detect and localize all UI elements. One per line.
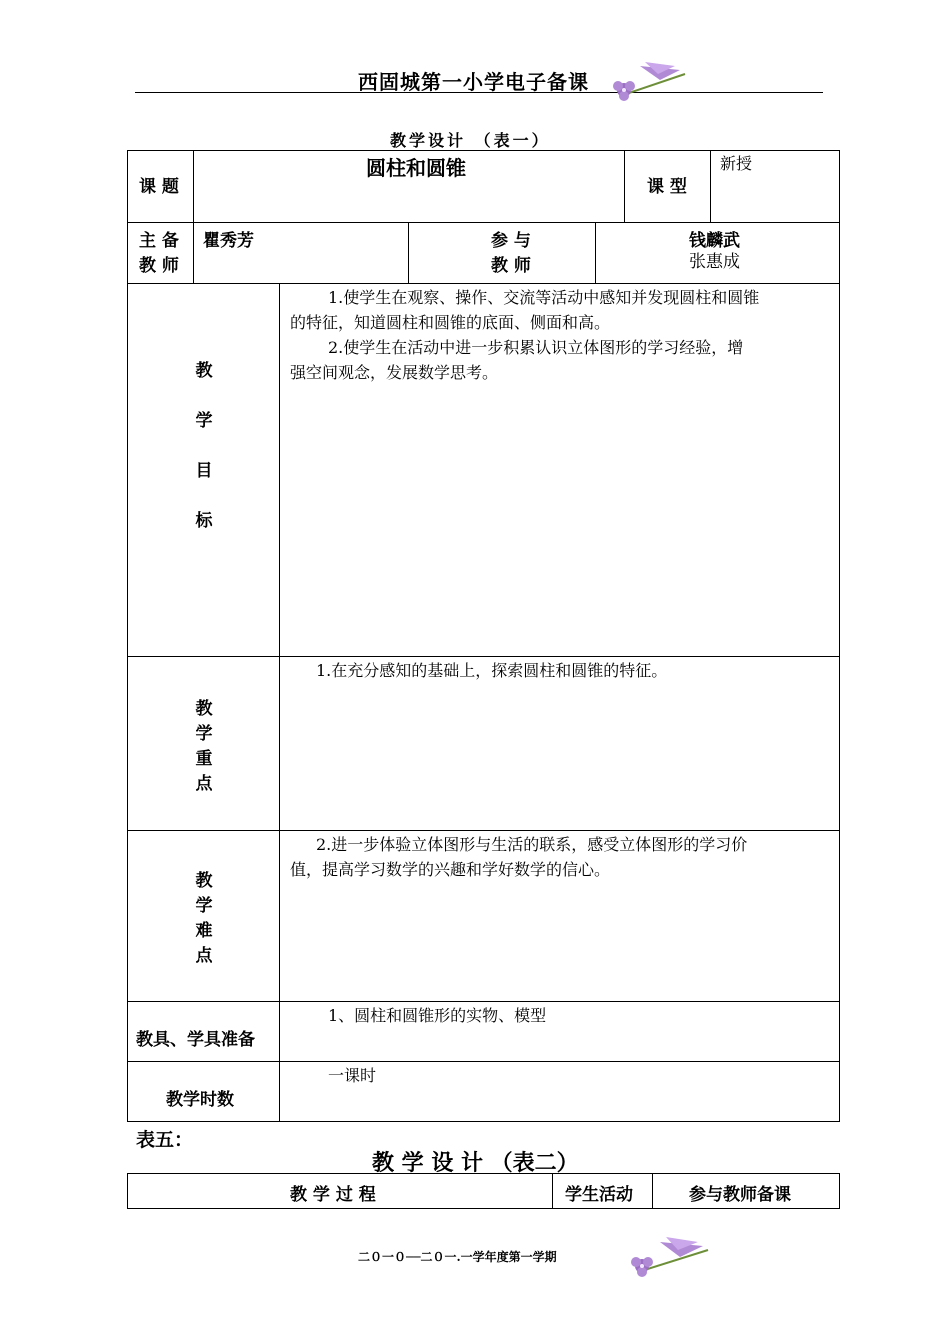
row-divider <box>127 1061 840 1062</box>
objectives-line: 的特征，知道圆柱和圆锥的底面、侧面和高。 <box>290 313 611 332</box>
type-value: 新授 <box>720 154 753 173</box>
col-divider <box>279 283 280 1122</box>
difficulty-line: 值，提高学习数学的兴趣和学好数学的信心。 <box>290 860 611 879</box>
row-divider <box>127 222 840 223</box>
hours-label: 教学时数 <box>166 1090 234 1110</box>
key-label-char: 点 <box>195 774 213 794</box>
col-divider <box>408 222 409 283</box>
topic-value: 圆柱和圆锥 <box>366 156 466 180</box>
row-divider <box>127 656 840 657</box>
main-teacher-value: 瞿秀芳 <box>203 231 254 251</box>
col-divider <box>595 222 596 283</box>
key-label-char: 教 <box>195 699 213 719</box>
key-text: 1.在充分感知的基础上，探索圆柱和圆锥的特征。 <box>316 661 668 680</box>
col-divider <box>710 150 711 222</box>
objectives-label-char: 教 <box>195 361 213 381</box>
difficulty-label-char: 教 <box>195 871 213 891</box>
table2-col-process: 教 学 过 程 <box>290 1185 376 1205</box>
col-divider <box>552 1173 553 1209</box>
participant-label-line1: 参 与 <box>491 231 531 251</box>
row-divider <box>127 830 840 831</box>
key-label-char: 学 <box>195 724 213 744</box>
footer-text: 二０一０──二０一.一学年度第一学期 <box>358 1250 557 1264</box>
participant-value-2: 张惠成 <box>689 252 740 272</box>
page-header-title: 西固城第一小学电子备课 <box>358 70 589 94</box>
difficulty-label-char: 点 <box>195 946 213 966</box>
table2-caption: 教 学 设 计 （表二） <box>372 1150 579 1176</box>
flower-decoration-icon <box>618 1232 713 1278</box>
objectives-label-char: 标 <box>195 511 213 531</box>
main-teacher-label-line2: 教 师 <box>139 256 179 276</box>
difficulty-label-char: 难 <box>195 921 213 941</box>
objectives-line: 强空间观念，发展数学思考。 <box>290 363 499 382</box>
objectives-line: 2.使学生在活动中进一步积累认识立体图形的学习经验，增 <box>328 338 744 357</box>
difficulty-line: 2.进一步体验立体图形与生活的联系，感受立体图形的学习价 <box>316 835 748 854</box>
flower-decoration-icon <box>600 56 690 102</box>
col-divider <box>193 150 194 283</box>
type-label: 课 型 <box>647 177 687 197</box>
objectives-label-char: 学 <box>195 411 213 431</box>
key-label-char: 重 <box>195 749 213 769</box>
main-teacher-label-line1: 主 备 <box>139 231 179 251</box>
row-divider <box>127 1001 840 1002</box>
col-divider <box>624 150 625 222</box>
row-divider <box>127 283 840 284</box>
participant-label-line2: 教 师 <box>491 256 531 276</box>
objectives-line: 1.使学生在观察、操作、交流等活动中感知并发现圆柱和圆锥 <box>328 288 760 307</box>
table2-col-student: 学生活动 <box>565 1185 633 1205</box>
tools-label: 教具、学具准备 <box>136 1030 255 1050</box>
col-divider <box>652 1173 653 1209</box>
difficulty-label-char: 学 <box>195 896 213 916</box>
section-label: 表五： <box>136 1129 194 1151</box>
hours-text: 一课时 <box>328 1066 377 1085</box>
objectives-label-char: 目 <box>195 461 213 481</box>
topic-label: 课 题 <box>139 177 179 197</box>
header-rule <box>135 92 823 93</box>
tools-text: 1、圆柱和圆锥形的实物、模型 <box>328 1006 547 1025</box>
table2-col-teacher: 参与教师备课 <box>689 1185 791 1205</box>
table1-caption: 教学设计 （表一） <box>390 131 551 150</box>
participant-value-1: 钱麟武 <box>689 231 740 251</box>
